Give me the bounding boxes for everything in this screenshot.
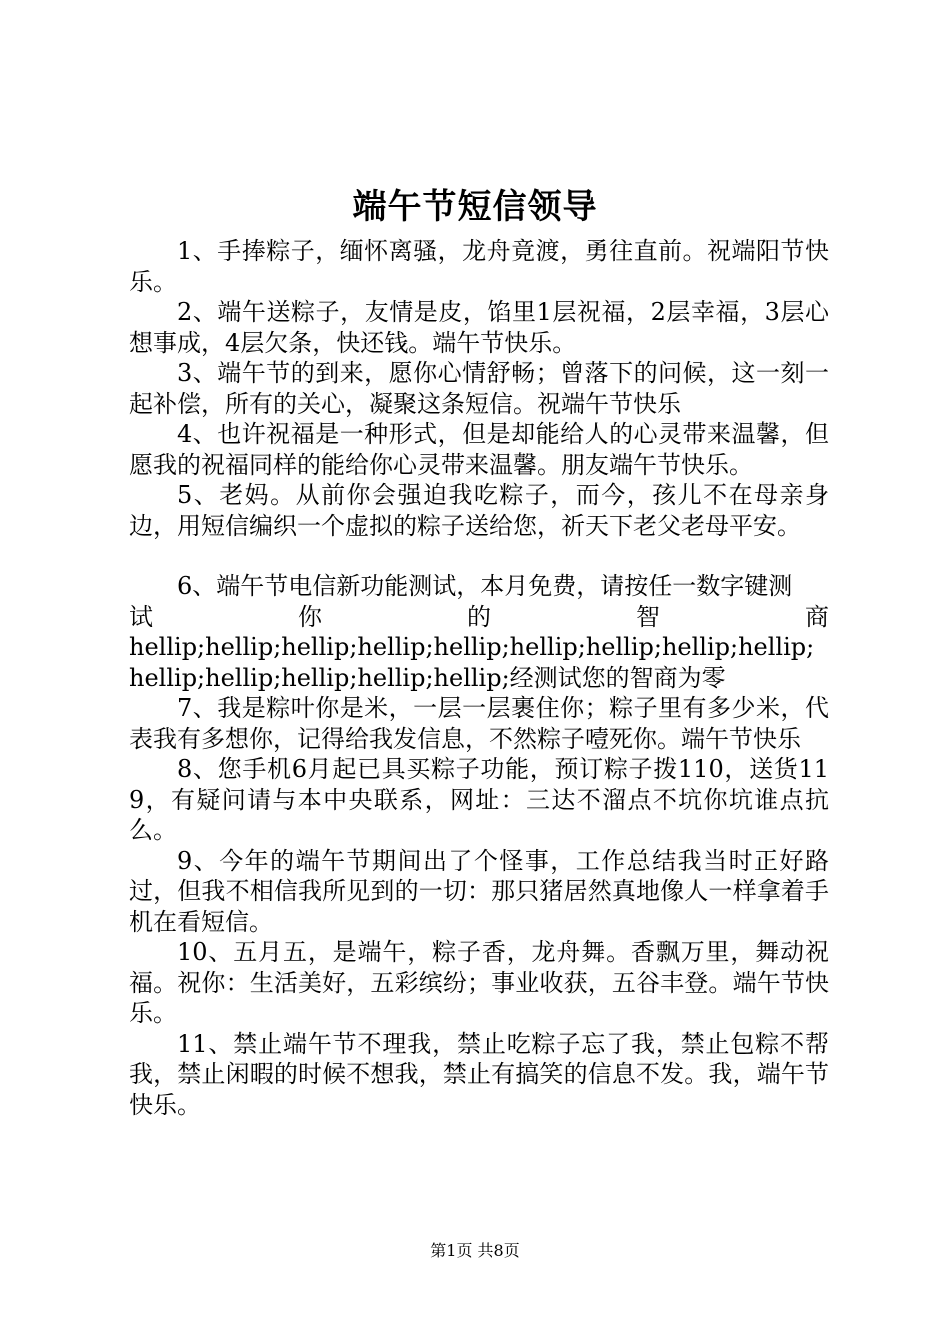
paragraph-7: 7、我是粽叶你是米，一层一层裹住你；粽子里有多少米，代表我有多想你，记得给我发信息，不然粽子噎死你。端午节快乐 [129,694,829,753]
spread-char-1: 试 [129,602,153,631]
paragraph-10: 10、五月五，是端午，粽子香，龙舟舞。香飘万里，舞动祝福。祝你：生活美好，五彩缤纷；事业收获，五谷丰登。端午节快乐。 [129,938,829,1027]
paragraph-2: 2、端午送粽子，友情是皮，馅里1层祝福，2层幸福，3层心想事成，4层欠条，快还钱。端午节快乐。 [129,298,829,357]
paragraph-6 [129,571,829,693]
paragraph-6-rest: hellip;hellip;hellip;hellip;hellip;hellip;hellip;hellip;hellip;hellip;hellip;hellip;hellip;hellip;经测试您的智商为零 [129,633,815,692]
document-title: 端午节短信领导 [352,187,598,227]
paragraph-1: 1、手捧粽子，缅怀离骚，龙舟竟渡，勇往直前。祝端阳节快乐。 [129,237,829,296]
paragraph-4: 4、也许祝福是一种形式，但是却能给人的心灵带来温馨，但愿我的祝福同样的能给你心灵带来温馨。朋友端午节快乐。 [129,420,829,479]
spread-char-2: 你 [298,602,322,631]
paragraph-11: 11、禁止端午节不理我，禁止吃粽子忘了我，禁止包粽不帮我，禁止闲暇的时候不想我，禁止有搞笑的信息不发。我，端午节快乐。 [129,1029,829,1119]
paragraph-9: 9、今年的端午节期间出了个怪事，工作总结我当时正好路过，但我不相信我所见到的一切：那只猪居然真地像人一样拿着手机在看短信。 [129,846,829,936]
paragraph-6-spread-line [129,602,829,633]
spread-char-3: 的 [467,602,491,631]
paragraph-8: 8、您手机6月起已具买粽子功能，预订粽子拨110，送货119，有疑问请与本中央联系，网址：三达不溜点不坑你坑谁点抗么。 [129,755,829,844]
paragraph-5: 5、老妈。从前你会强迫我吃粽子，而今，孩儿不在母亲身边，用短信编织一个虚拟的粽子送给您，祈天下老父老母平安。 [129,481,829,540]
document-body [129,236,829,1120]
paragraph-6-line-1: 6、端午节电信新功能测试，本月免费，请按任一数字键测 [177,572,793,600]
spread-char-5: 商 [805,602,829,631]
spread-char-4: 智 [636,602,660,631]
page-number: 第1页 共8页 [430,1241,520,1260]
paragraph-3: 3、端午节的到来，愿你心情舒畅；曾落下的问候，这一刻一起补偿，所有的关心，凝聚这条短信。祝端午节快乐 [129,359,829,418]
